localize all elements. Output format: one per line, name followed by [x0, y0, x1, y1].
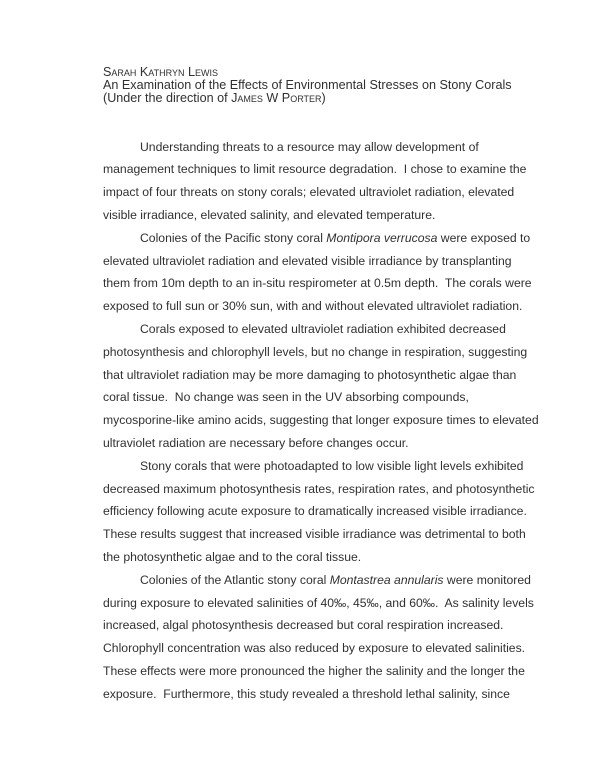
text-run: the photosynthetic algae and to the coral tissue.: [103, 549, 362, 564]
text-line: [103, 432, 553, 455]
small-caps-name: James W Porter: [231, 91, 322, 106]
text-run: increased, algal photosynthesis decreased but coral respiration increased.: [103, 618, 504, 633]
text-line: [103, 158, 553, 181]
text-line: [103, 181, 553, 204]
text-run: mycosporine-like amino acids, suggesting that longer exposure times to elevated: [103, 413, 539, 428]
text-run: These results suggest that increased visible irradiance was detrimental to both: [103, 527, 526, 542]
text-run: exposure. Furthermore, this study revealed a threshold lethal salinity, since: [103, 686, 510, 701]
text-line: [103, 455, 553, 478]
paragraph-2: [103, 227, 553, 318]
text-line: [103, 637, 553, 660]
text-run: efficiency following acute exposure to dramatically increased visible irradiance.: [103, 504, 527, 519]
text-run: Stony corals that were photoadapted to low visible light levels exhibited: [140, 458, 524, 473]
species-name: Montastrea annularis: [329, 572, 444, 587]
text-run: Colonies of the Atlantic stony coral: [140, 572, 330, 587]
text-run: during exposure to elevated salinities of 40‰, 45‰, and 60‰. As salinity levels: [103, 595, 534, 610]
text-run: visible irradiance, elevated salinity, and elevated temperature.: [103, 208, 436, 222]
text-run: management techniques to limit resource degradation. I chose to examine the: [103, 162, 527, 177]
text-line: [103, 409, 553, 432]
paragraph-3: [103, 318, 553, 455]
text-line: [103, 592, 553, 615]
direction-credit: [103, 92, 553, 105]
text-line: [103, 136, 553, 159]
small-caps-name: Sarah Kathryn Lewis: [103, 65, 218, 79]
text-run: ): [321, 91, 326, 106]
text-run: them from 10m depth to an in-situ respirometer at 0.5m depth. The corals were: [103, 276, 532, 291]
text-line: [103, 523, 553, 546]
text-line: [103, 660, 553, 683]
text-run: decreased maximum photosynthesis rates, respiration rates, and photosynthetic: [103, 481, 535, 496]
text-run: that ultraviolet radiation may be more damaging to photosynthetic algae than: [103, 367, 517, 382]
abstract-header: [103, 66, 553, 106]
text-run: Understanding threats to a resource may allow development of: [140, 139, 479, 154]
abstract-body: [103, 136, 553, 706]
text-run: impact of four threats on stony corals; elevated ultraviolet radiation, elevated: [103, 185, 515, 200]
paragraph-1: [103, 136, 553, 227]
text-run: exposed to full sun or 30% sun, with and without elevated ultraviolet radiation.: [103, 299, 523, 314]
paragraph-5: [103, 569, 553, 706]
text-run: were exposed to: [437, 230, 531, 245]
text-line: [103, 227, 553, 250]
text-line: [103, 614, 553, 637]
text-line: [103, 318, 553, 341]
text-line: [103, 341, 553, 364]
text-line: [103, 250, 553, 273]
text-run: These effects were more pronounced the higher the salinity and the longer the: [103, 663, 525, 678]
text-line: [103, 364, 553, 387]
text-line: [103, 546, 553, 569]
species-name: Montipora verrucosa: [326, 230, 438, 245]
page-content: [103, 66, 553, 706]
text-run: were monitored: [443, 572, 531, 587]
text-run: Chlorophyll concentration was also reduced by exposure to elevated salinities.: [103, 641, 526, 656]
text-run: (Under the direction of: [103, 91, 232, 106]
text-run: Corals exposed to elevated ultraviolet radiation exhibited decreased: [140, 321, 506, 336]
text-line: [103, 500, 553, 523]
text-line: [103, 478, 553, 501]
text-line: [103, 569, 553, 592]
text-line: [103, 295, 553, 318]
text-line: [103, 386, 553, 409]
text-line: [103, 683, 553, 706]
text-run: photosynthesis and chlorophyll levels, but no change in respiration, suggesting: [103, 344, 528, 359]
text-run: Colonies of the Pacific stony coral: [140, 230, 327, 245]
text-run: elevated ultraviolet radiation and elevated visible irradiance by transplanting: [103, 253, 512, 268]
text-line: [103, 272, 553, 295]
text-run: ultraviolet radiation are necessary before changes occur.: [103, 435, 409, 450]
paragraph-4: [103, 455, 553, 569]
text-line: [103, 204, 553, 227]
text-run: An Examination of the Effects of Environmental Stresses on Stony Corals: [103, 78, 512, 93]
text-run: coral tissue. No change was seen in the UV absorbing compounds,: [103, 390, 469, 405]
